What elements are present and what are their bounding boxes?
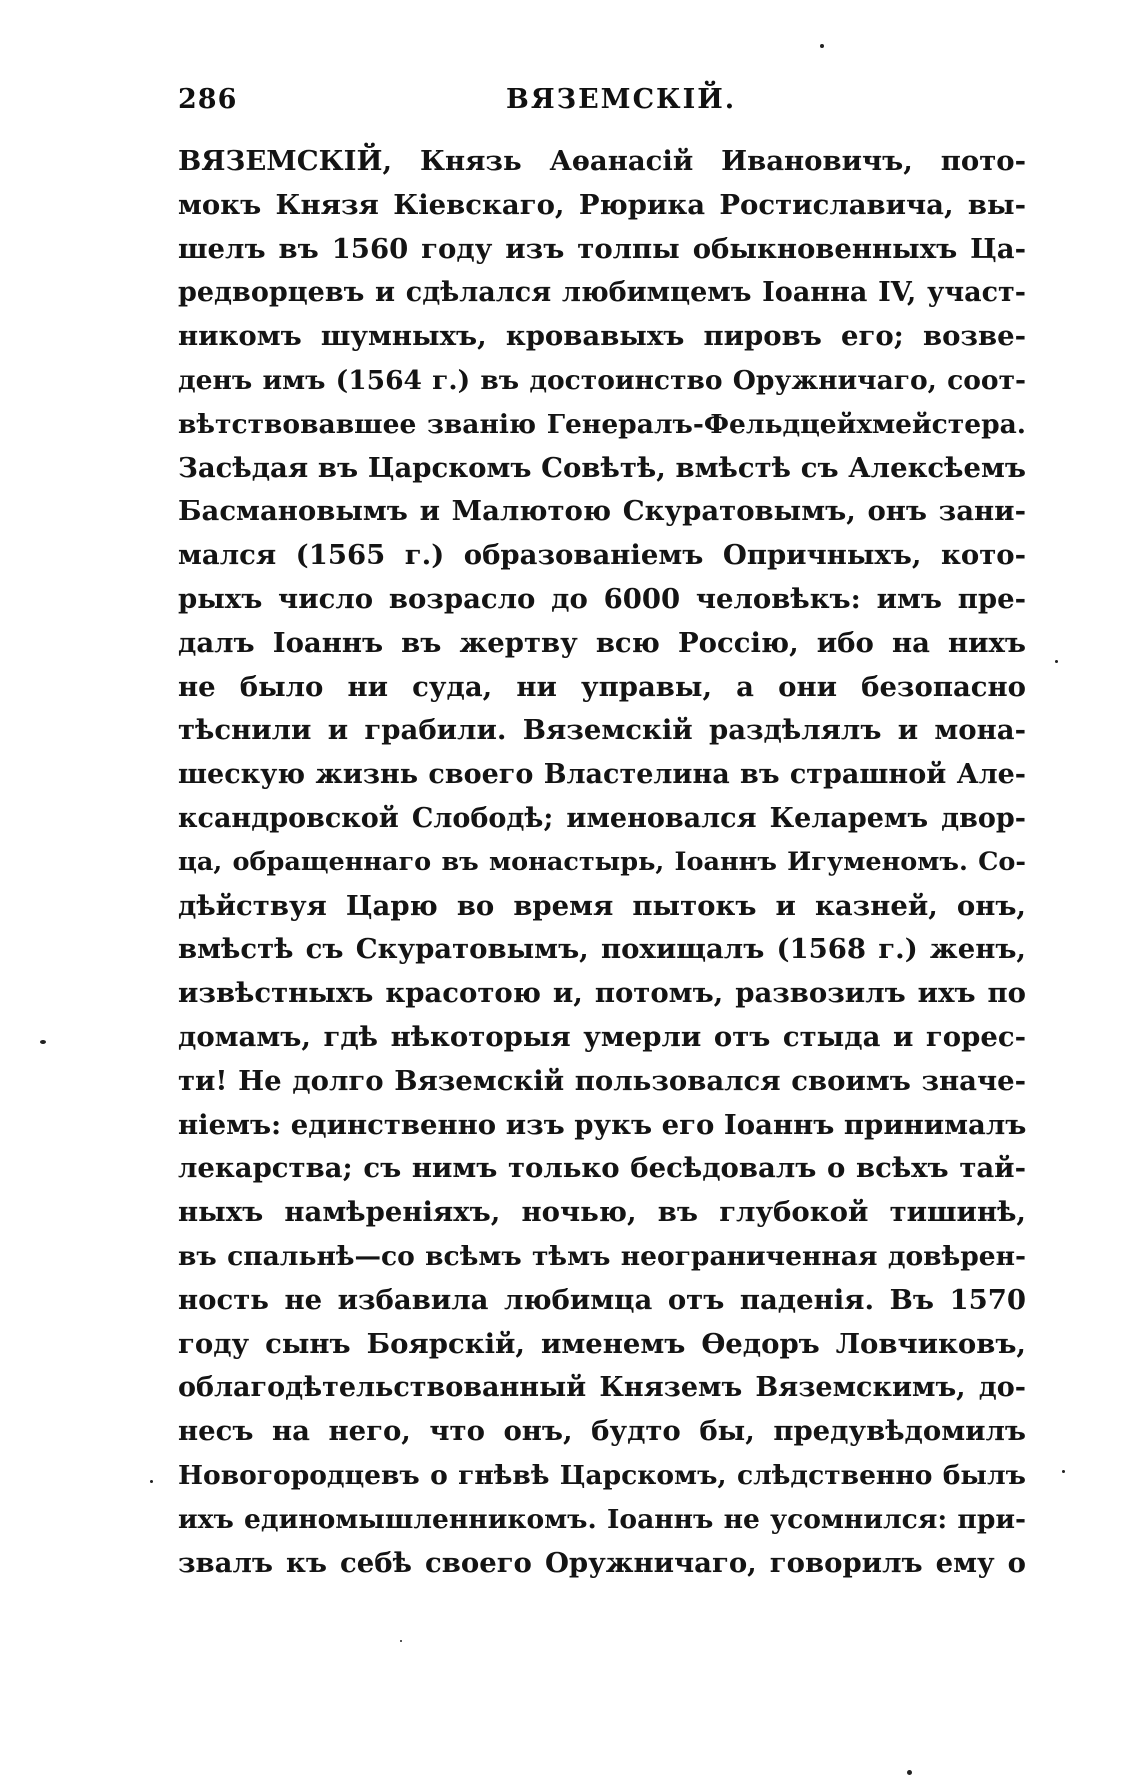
text-line: году сынъ Боярскій, именемъ Ѳедоръ Ловчиковъ, (178, 1327, 1026, 1360)
body-text (178, 140, 1026, 1585)
text-line: ихъ единомышленникомъ. Іоаннъ не усомнился: при- (178, 1503, 1026, 1535)
text-line: ніемъ: единственно изъ рукъ его Іоаннъ принималъ (178, 1108, 1026, 1141)
speck (400, 1640, 402, 1642)
text-line: денъ имъ (1564 г.) въ достоинство Оружничаго, соот- (178, 364, 1026, 396)
text-line: вмѣстѣ съ Скуратовымъ, похищалъ (1568 г.) женъ, (178, 933, 1026, 966)
speck (1062, 1470, 1065, 1473)
text-line: не было ни суда, ни управы, а они безопасно (178, 670, 1026, 703)
text-line: вѣтствовавшее званію Генералъ-Фельдцейхмейстера. (178, 408, 1026, 440)
text-line: Засѣдая въ Царскомъ Совѣтѣ, вмѣстѣ съ Алексѣемъ (178, 451, 1026, 484)
speck (907, 1770, 912, 1775)
text-line: дѣйствуя Царю во время пытокъ и казней, онъ, (178, 889, 1026, 922)
page-header (178, 84, 1026, 124)
text-line: извѣстныхъ красотою и, потомъ, развозилъ ихъ по (178, 977, 1026, 1010)
text-line: тѣснили и грабили. Вяземскій раздѣлялъ и мона- (178, 714, 1026, 747)
speck (150, 1480, 153, 1483)
text-line: ныхъ намѣреніяхъ, ночью, въ глубокой тишинѣ, (178, 1196, 1026, 1229)
text-line: ность не избавила любимца отъ паденія. Въ 1570 (178, 1283, 1026, 1316)
text-line: несъ на него, что онъ, будто бы, предувѣдомилъ (178, 1415, 1026, 1448)
text-line: рыхъ число возрасло до 6000 человѣкъ: имъ пре- (178, 582, 1026, 615)
text-line: шескую жизнь своего Властелина въ страшной Але- (178, 759, 1026, 791)
text-line: ти! Не долго Вяземскій пользовался своимъ значе- (178, 1064, 1026, 1097)
text-line: ксандровской Слободѣ; именовался Келаремъ двор- (178, 802, 1026, 834)
speck (40, 1040, 46, 1044)
speck (820, 44, 824, 48)
text-line: ца, обращеннаго въ монастырь, Іоаннъ Игуменомъ. Со- (178, 846, 1026, 877)
text-line: звалъ къ себѣ своего Оружничаго, говорилъ ему о (178, 1546, 1026, 1579)
text-line: Басмановымъ и Малютою Скуратовымъ, онъ зани- (178, 495, 1026, 528)
text-line: облагодѣтельствованный Княземъ Вяземскимъ, до- (178, 1372, 1026, 1404)
speck (1055, 660, 1058, 663)
text-line: ВЯЗЕМСКІЙ, Князь Аѳанасій Ивановичъ, пото- (178, 145, 1026, 177)
text-line: мался (1565 г.) образованіемъ Опричныхъ, кото- (178, 539, 1026, 572)
text-line: мокъ Князя Кіевскаго, Рюрика Ростиславича, вы- (178, 188, 1026, 221)
text-line: въ спальнѣ—со всѣмъ тѣмъ неограниченная довѣрен- (178, 1240, 1026, 1272)
text-line: Новогородцевъ о гнѣвѣ Царскомъ, слѣдственно былъ (178, 1459, 1026, 1491)
text-line: далъ Іоаннъ въ жертву всю Россію, ибо на нихъ (178, 626, 1026, 659)
text-line: лекарства; съ нимъ только бесѣдовалъ о всѣхъ тай- (178, 1152, 1026, 1185)
text-line: шелъ въ 1560 году изъ толпы обыкновенныхъ Ца- (178, 232, 1026, 265)
text-line: домамъ, гдѣ нѣкоторыя умерли отъ стыда и горес- (178, 1020, 1026, 1053)
running-head: ВЯЗЕМСКІЙ. (506, 84, 737, 115)
text-line: редворцевъ и сдѣлался любимцемъ Іоанна IV, участ- (178, 277, 1026, 309)
text-line: никомъ шумныхъ, кровавыхъ пировъ его; возве- (178, 320, 1026, 353)
page-number: 286 (178, 84, 238, 115)
